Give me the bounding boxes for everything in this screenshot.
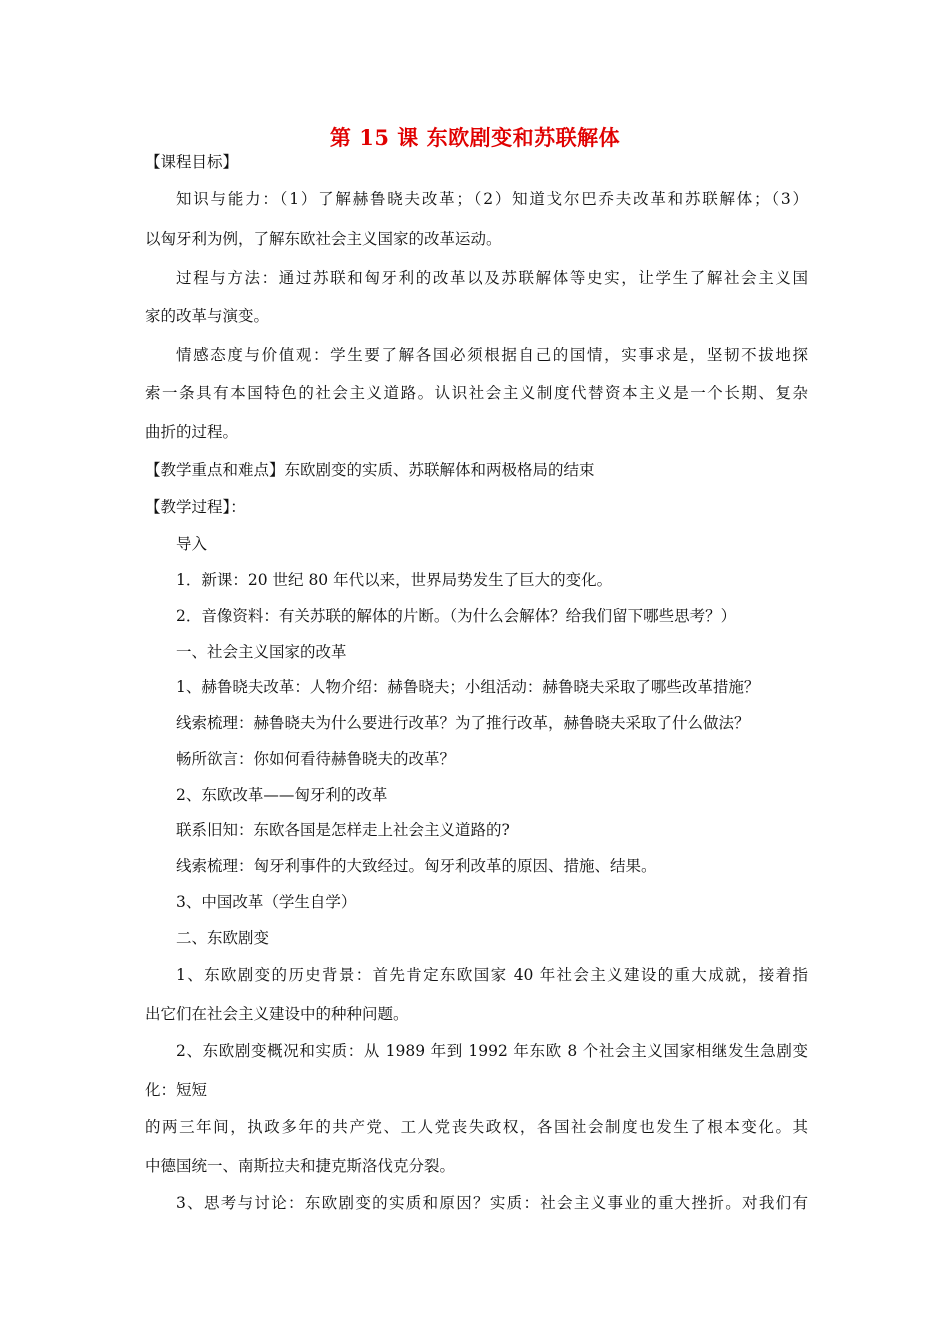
paragraph-line: 索一条具有本国特色的社会主义道路。认识社会主义制度代替资本主义是一个长期、复杂 bbox=[145, 384, 808, 402]
section-heading-objectives: 【课程目标】 bbox=[145, 153, 239, 171]
paragraph-line: 联系旧知：东欧各国是怎样走上社会主义道路的? bbox=[176, 821, 510, 839]
section-heading-process: 【教学过程】： bbox=[145, 498, 246, 516]
paragraph-line: 1、东欧剧变的历史背景：首先肯定东欧国家 40 年社会主义建设的重大成就，接着指 bbox=[176, 966, 808, 984]
subsection-heading: 二、东欧剧变 bbox=[176, 929, 270, 947]
paragraph-line: 导入 bbox=[176, 535, 208, 553]
paragraph-line: 2、东欧剧变概况和实质：从 1989 年到 1992 年东欧 8 个社会主义国家相继发生急剧变 bbox=[176, 1042, 808, 1060]
paragraph-line: 中德国统一、南斯拉夫和捷克斯洛伐克分裂。 bbox=[145, 1157, 456, 1175]
section-heading-key-points: 【教学重点和难点】东欧剧变的实质、苏联解体和两极格局的结束 bbox=[145, 461, 595, 479]
paragraph-line: 情感态度与价值观：学生要了解各国必须根据自己的国情，实事求是，坚韧不拔地探 bbox=[176, 346, 808, 364]
paragraph-line: 畅所欲言：你如何看待赫鲁晓夫的改革？ bbox=[176, 750, 456, 768]
paragraph-line: 的两三年间，执政多年的共产党、工人党丧失政权，各国社会制度也发生了根本变化。其 bbox=[145, 1118, 808, 1136]
paragraph-line: 出它们在社会主义建设中的种种问题。 bbox=[145, 1005, 409, 1023]
paragraph-line: 1、赫鲁晓夫改革：人物介绍：赫鲁晓夫；小组活动：赫鲁晓夫采取了哪些改革措施？ bbox=[176, 678, 760, 696]
paragraph-line: 化：短短 bbox=[145, 1081, 208, 1099]
subsection-heading: 一、社会主义国家的改革 bbox=[176, 643, 347, 661]
paragraph-line: 2、东欧改革——匈牙利的改革 bbox=[176, 786, 388, 804]
paragraph-line: 3、中国改革（学生自学） bbox=[176, 893, 357, 911]
page-title: 第 15 课 东欧剧变和苏联解体 bbox=[329, 125, 621, 150]
paragraph-line: 过程与方法：通过苏联和匈牙利的改革以及苏联解体等史实，让学生了解社会主义国 bbox=[176, 269, 808, 287]
paragraph-line: 线索梳理：匈牙利事件的大致经过。匈牙利改革的原因、措施、结果。 bbox=[176, 857, 657, 875]
paragraph-line: 知识与能力：（1）了解赫鲁晓夫改革；（2）知道戈尔巴乔夫改革和苏联解体；（3） bbox=[176, 190, 808, 208]
paragraph-line: 以匈牙利为例，了解东欧社会主义国家的改革运动。 bbox=[145, 230, 502, 248]
paragraph-line: 家的改革与演变。 bbox=[145, 307, 270, 325]
paragraph-line: 曲折的过程。 bbox=[145, 423, 239, 441]
paragraph-line: 1．新课：20 世纪 80 年代以来，世界局势发生了巨大的变化。 bbox=[176, 571, 613, 589]
paragraph-line: 线索梳理：赫鲁晓夫为什么要进行改革？为了推行改革，赫鲁晓夫采取了什么做法？ bbox=[176, 714, 750, 732]
paragraph-line: 2．音像资料：有关苏联的解体的片断。（为什么会解体？给我们留下哪些思考？） bbox=[176, 607, 737, 625]
paragraph-line: 3、思考与讨论：东欧剧变的实质和原因？实质：社会主义事业的重大挫折。对我们有 bbox=[176, 1194, 808, 1212]
